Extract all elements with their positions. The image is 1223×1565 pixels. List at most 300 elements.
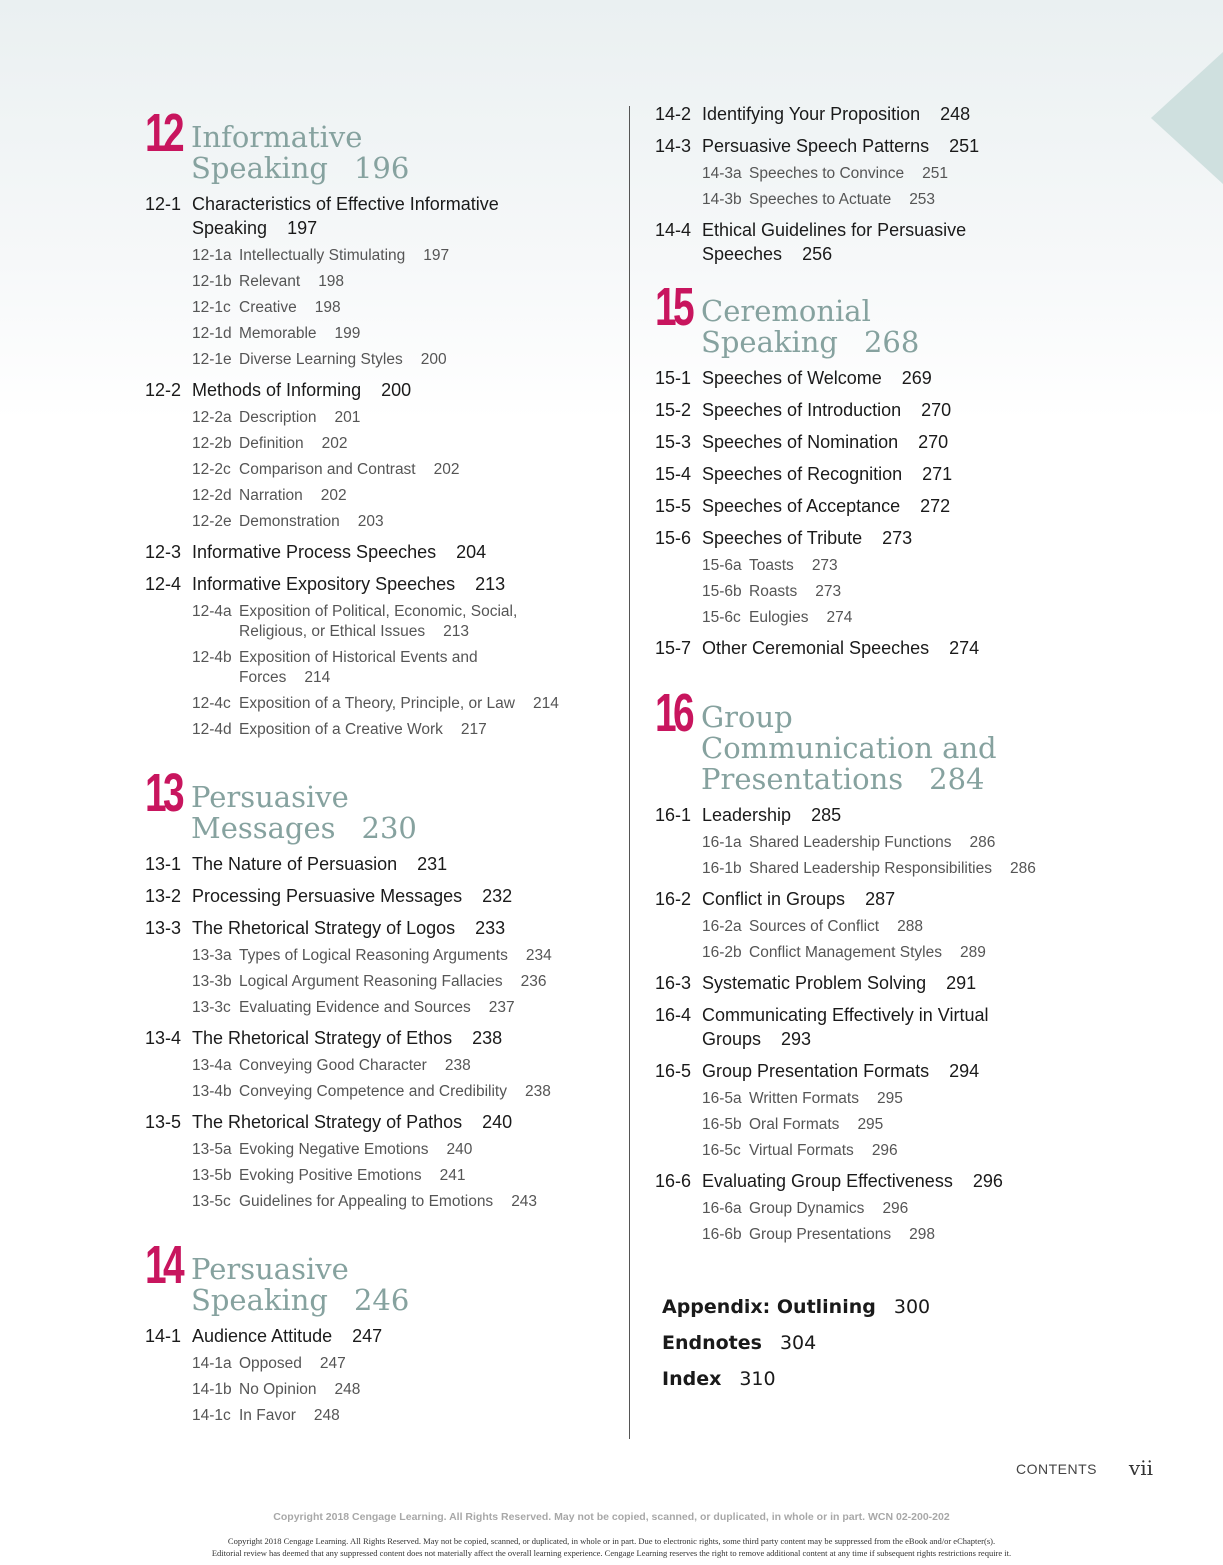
- chapter-page: 284: [929, 762, 985, 796]
- section-entry: [655, 1169, 1115, 1193]
- subsection-number: 14-3b: [702, 191, 742, 208]
- corner-decoration: [1151, 52, 1223, 184]
- subsection-page: 203: [357, 513, 384, 530]
- subsection-title-wrap: [239, 1140, 472, 1160]
- subsection-page: 247: [319, 1355, 346, 1372]
- subsection-page: 234: [525, 947, 552, 964]
- subsection-title-wrap: [239, 460, 460, 480]
- chapter-title: Ceremonial Speaking: [701, 294, 871, 359]
- subsection-number: 16-1b: [702, 860, 742, 877]
- chapter-page: 246: [353, 1283, 410, 1317]
- chapter-page: 268: [863, 325, 920, 359]
- section-entry: [145, 192, 585, 240]
- footer-page-number: vii: [1128, 1456, 1153, 1480]
- subsection-entry: [655, 859, 1115, 879]
- subsection-title: Toasts: [749, 557, 794, 574]
- subsection-entry: [145, 298, 585, 318]
- section-title: Informative Process Speeches: [192, 542, 437, 562]
- section-entry: [145, 572, 585, 596]
- subsection-title-wrap: [749, 190, 935, 210]
- subsection-page: 288: [897, 918, 923, 935]
- section-title: Methods of Informing: [192, 380, 362, 400]
- toc-left-column: [145, 98, 585, 1426]
- subsection-number: 12-2c: [192, 461, 231, 478]
- section-number: 16-5: [655, 1061, 692, 1081]
- section-number: 12-1: [145, 194, 182, 214]
- section-title: Communicating Effectively in Virtual Groups: [702, 1005, 989, 1049]
- section-title: Conflict in Groups: [702, 889, 846, 909]
- subsection-title: Description: [239, 409, 317, 426]
- section-entry: [655, 430, 1115, 454]
- subsection-entry: [655, 190, 1115, 210]
- subsection-title-wrap: [749, 859, 1036, 879]
- subsection-page: 248: [334, 1381, 361, 1398]
- subsection-title-wrap: [749, 582, 841, 602]
- section-page: 232: [482, 886, 513, 906]
- section-title: The Nature of Persuasion: [192, 854, 398, 874]
- copyright-notice: Copyright 2018 Cengage Learning. All Rights Reserved. May not be copied, scanned, or duplicated, in whole or in part. WCN 02-200-202: [273, 1511, 950, 1523]
- subsection-entry: [145, 460, 585, 480]
- subsection-title: Virtual Formats: [749, 1142, 854, 1159]
- chapter-sections: [145, 852, 585, 1212]
- subsection-number: 13-5c: [192, 1193, 231, 1210]
- section-title: Processing Persuasive Messages: [192, 886, 463, 906]
- subsection-title: Conveying Good Character: [239, 1057, 427, 1074]
- subsection-number: 13-4b: [192, 1083, 232, 1100]
- section-page: 270: [921, 400, 952, 420]
- subsection-page: 236: [520, 973, 547, 990]
- subsection-title: Logical Argument Reasoning Fallacies: [239, 973, 503, 990]
- subsection-title-wrap: [239, 350, 447, 370]
- subsection-entry: [655, 556, 1115, 576]
- section-page: 256: [802, 244, 833, 264]
- section-title: Characteristics of Effective Informative Speaking: [192, 194, 499, 238]
- section-title: Speeches of Recognition: [702, 464, 903, 484]
- section-page: 231: [417, 854, 448, 874]
- chapter-title-wrap: [191, 122, 521, 184]
- subsection-title: Sources of Conflict: [749, 918, 880, 935]
- subsection-title-wrap: [239, 434, 348, 454]
- chapter-number: 15: [655, 277, 692, 337]
- section-title: Evaluating Group Effectiveness: [702, 1171, 953, 1191]
- subsection-title: Creative: [239, 299, 297, 316]
- chapter-title-wrap: [701, 296, 1031, 358]
- section-entry: [145, 916, 585, 940]
- section-entry: [655, 526, 1115, 550]
- subsection-title-wrap: [749, 1115, 883, 1135]
- subsection-title-wrap: [749, 164, 948, 184]
- subsection-number: 16-5b: [702, 1116, 742, 1133]
- subsection-entry: [145, 1082, 585, 1102]
- section-number: 14-1: [145, 1326, 182, 1346]
- section-entry: [145, 1324, 585, 1348]
- subsection-page: 286: [1009, 860, 1036, 877]
- subsection-title: Speeches to Convince: [749, 165, 905, 182]
- footer-section-label: CONTENTS: [1016, 1461, 1097, 1477]
- subsection-number: 13-3a: [192, 947, 232, 964]
- subsection-entry: [145, 324, 585, 344]
- subsection-number: 13-3b: [192, 973, 232, 990]
- subsection-entry: [655, 1141, 1115, 1161]
- subsection-entry: [145, 1406, 585, 1426]
- section-title-wrap: [192, 916, 505, 940]
- section-entry: [655, 398, 1115, 422]
- subsection-number: 13-5b: [192, 1167, 232, 1184]
- chapter-title-wrap: [191, 782, 521, 844]
- subsection-title: Evoking Negative Emotions: [239, 1141, 429, 1158]
- chapter-heading: [145, 103, 585, 185]
- subsection-title-wrap: [749, 556, 838, 576]
- chapter-heading: [145, 1235, 585, 1317]
- subsection-title: Evoking Positive Emotions: [239, 1167, 422, 1184]
- subsection-title-wrap: [239, 1166, 466, 1186]
- toc-right-column: [655, 98, 1115, 1397]
- subsection-number: 16-5c: [702, 1142, 741, 1159]
- chapter-sections: [655, 803, 1115, 1245]
- section-entry: [655, 218, 1115, 266]
- subsection-title-wrap: [239, 298, 341, 318]
- subsection-title-wrap: [239, 324, 360, 344]
- section-page: 271: [922, 464, 953, 484]
- subsection-number: 15-6c: [702, 609, 741, 626]
- section-page: 296: [972, 1171, 1003, 1191]
- section-page: 294: [949, 1061, 980, 1081]
- section-title-wrap: [192, 1026, 502, 1050]
- subsection-title-wrap: [239, 1354, 346, 1374]
- subsection-number: 14-1a: [192, 1355, 232, 1372]
- chapter-block: [145, 763, 585, 1212]
- subsection-number: 13-5a: [192, 1141, 232, 1158]
- subsection-page: 240: [446, 1141, 473, 1158]
- subsection-title: Shared Leadership Responsibilities: [749, 860, 992, 877]
- chapter-heading: [655, 683, 1115, 796]
- subsection-entry: [145, 1354, 585, 1374]
- section-entry: [655, 971, 1115, 995]
- section-page: 293: [781, 1029, 812, 1049]
- section-page: 247: [352, 1326, 383, 1346]
- section-title: Systematic Problem Solving: [702, 973, 927, 993]
- section-entry: [145, 540, 585, 564]
- subsection-page: 214: [304, 669, 331, 686]
- subsection-number: 16-6b: [702, 1226, 742, 1243]
- subsection-number: 12-1d: [192, 325, 232, 342]
- subsection-number: 12-2b: [192, 435, 232, 452]
- chapter-block: [145, 103, 585, 740]
- subsection-title-wrap: [749, 608, 852, 628]
- section-entry: [655, 1059, 1115, 1083]
- subsection-number: 14-1c: [192, 1407, 231, 1424]
- section-title: Persuasive Speech Patterns: [702, 136, 930, 156]
- subsection-number: 12-1b: [192, 273, 232, 290]
- subsection-page: 197: [423, 247, 450, 264]
- chapter-heading: [655, 277, 1115, 359]
- subsection-title-wrap: [749, 917, 923, 937]
- chapter-sections: [145, 192, 585, 740]
- subsection-title-wrap: [749, 943, 986, 963]
- subsection-title-wrap: [239, 486, 347, 506]
- subsection-page: 243: [511, 1193, 538, 1210]
- section-title-wrap: [702, 102, 970, 126]
- back-matter: [655, 1289, 1115, 1397]
- chapter-block: [655, 683, 1115, 1245]
- subsection-title-wrap: [239, 694, 559, 714]
- section-entry: [145, 852, 585, 876]
- subsection-title: Conflict Management Styles: [749, 944, 942, 961]
- subsection-title-wrap: [239, 512, 384, 532]
- subsection-entry: [145, 1380, 585, 1400]
- subsection-title-wrap: [239, 998, 515, 1018]
- section-title-wrap: [702, 1003, 1082, 1051]
- subsection-entry: [655, 1225, 1115, 1245]
- subsection-page: 198: [318, 273, 345, 290]
- section-number: 16-6: [655, 1171, 692, 1191]
- section-title: The Rhetorical Strategy of Logos: [192, 918, 456, 938]
- subsection-page: 295: [876, 1090, 903, 1107]
- section-title-wrap: [702, 462, 952, 486]
- subsection-entry: [145, 434, 585, 454]
- subsection-page: 273: [815, 583, 842, 600]
- section-title-wrap: [702, 134, 979, 158]
- section-entry: [145, 378, 585, 402]
- section-page: 204: [456, 542, 487, 562]
- subsection-page: 202: [321, 435, 348, 452]
- copyright-fineprint: [0, 1535, 1223, 1559]
- section-title-wrap: [192, 540, 486, 564]
- subsection-title-wrap: [239, 602, 569, 642]
- subsection-title-wrap: [749, 1141, 898, 1161]
- subsection-title: Exposition of Political, Economic, Social, Religious, or Ethical Issues: [239, 603, 518, 640]
- chapter-number: 12: [145, 103, 182, 163]
- subsection-entry: [145, 1140, 585, 1160]
- subsection-entry: [655, 1089, 1115, 1109]
- subsection-entry: [145, 272, 585, 292]
- subsection-title-wrap: [239, 1380, 360, 1400]
- section-number: 16-4: [655, 1005, 692, 1025]
- subsection-page: 202: [433, 461, 460, 478]
- section-entry: [145, 1110, 585, 1134]
- section-number: 13-1: [145, 854, 182, 874]
- subsection-title: Intellectually Stimulating: [239, 247, 406, 264]
- section-title: Speeches of Tribute: [702, 528, 863, 548]
- section-title-wrap: [192, 378, 411, 402]
- section-page: 270: [918, 432, 949, 452]
- subsection-title: Types of Logical Reasoning Arguments: [239, 947, 508, 964]
- subsection-title: Comparison and Contrast: [239, 461, 416, 478]
- chapter-title-wrap: [191, 1254, 521, 1316]
- section-title-wrap: [192, 884, 512, 908]
- subsection-title: Roasts: [749, 583, 798, 600]
- section-number: 12-4: [145, 574, 182, 594]
- subsection-page: 201: [334, 409, 361, 426]
- subsection-entry: [655, 917, 1115, 937]
- section-number: 15-7: [655, 638, 692, 658]
- subsection-number: 12-1c: [192, 299, 231, 316]
- subsection-title-wrap: [239, 408, 360, 428]
- back-matter-title: Endnotes: [662, 1332, 762, 1354]
- subsection-page: 296: [871, 1142, 898, 1159]
- subsection-entry: [655, 164, 1115, 184]
- subsection-number: 12-4d: [192, 721, 232, 738]
- section-title-wrap: [702, 366, 932, 390]
- section-title-wrap: [702, 1059, 979, 1083]
- back-matter-entry: [662, 1325, 1115, 1361]
- section-title: Audience Attitude: [192, 1326, 333, 1346]
- subsection-title: Shared Leadership Functions: [749, 834, 952, 851]
- subsection-page: 200: [420, 351, 447, 368]
- chapter-number: 16: [655, 683, 692, 743]
- subsection-number: 16-2b: [702, 944, 742, 961]
- subsection-number: 15-6a: [702, 557, 742, 574]
- subsection-entry: [145, 946, 585, 966]
- section-title: Speeches of Introduction: [702, 400, 902, 420]
- section-page: 240: [482, 1112, 513, 1132]
- section-page: 233: [475, 918, 506, 938]
- subsection-number: 12-2d: [192, 487, 232, 504]
- subsection-title: Speeches to Actuate: [749, 191, 892, 208]
- subsection-page: 241: [439, 1167, 466, 1184]
- subsection-number: 12-4c: [192, 695, 231, 712]
- section-title: The Rhetorical Strategy of Pathos: [192, 1112, 463, 1132]
- subsection-page: 289: [959, 944, 986, 961]
- section-number: 13-5: [145, 1112, 182, 1132]
- section-entry: [655, 887, 1115, 911]
- section-entry: [655, 366, 1115, 390]
- back-matter-page: 304: [779, 1332, 817, 1354]
- subsection-entry: [145, 1192, 585, 1212]
- chapter-number: 14: [145, 1235, 182, 1295]
- section-title: Speeches of Welcome: [702, 368, 882, 388]
- subsection-page: 286: [969, 834, 996, 851]
- section-title-wrap: [192, 572, 505, 596]
- chapter-sections: [655, 366, 1115, 660]
- section-number: 12-3: [145, 542, 182, 562]
- chapter-sections: [145, 1324, 585, 1426]
- subsection-number: 12-4b: [192, 649, 232, 666]
- subsection-title-wrap: [239, 720, 487, 740]
- subsection-page: 217: [460, 721, 487, 738]
- subsection-title: Relevant: [239, 273, 301, 290]
- subsection-number: 15-6b: [702, 583, 742, 600]
- back-matter-entry: [662, 1289, 1115, 1325]
- subsection-title: Group Dynamics: [749, 1200, 865, 1217]
- subsection-page: 198: [314, 299, 341, 316]
- subsection-page: 295: [857, 1116, 884, 1133]
- section-title-wrap: [702, 398, 951, 422]
- section-entry: [655, 102, 1115, 126]
- section-number: 15-2: [655, 400, 692, 420]
- back-matter-page: 300: [893, 1296, 931, 1318]
- section-title-wrap: [192, 852, 447, 876]
- section-entry: [655, 1003, 1115, 1051]
- section-number: 13-2: [145, 886, 182, 906]
- subsection-page: 273: [811, 557, 838, 574]
- chapter-title: Group Communication and Presentations: [701, 700, 997, 796]
- subsection-entry: [145, 694, 585, 714]
- section-page: 274: [949, 638, 980, 658]
- section-number: 16-3: [655, 973, 692, 993]
- subsection-entry: [145, 998, 585, 1018]
- subsection-page: 214: [532, 695, 559, 712]
- subsection-entry: [145, 408, 585, 428]
- chapter-page: 196: [353, 151, 410, 185]
- copyright-line-3: Editorial review has deemed that any suppressed content does not materially affect the overall learning experience. Cengage Learning reserves the right to remove additional content at any time if subsequent rights restrictions require it.: [211, 1548, 1012, 1558]
- subsection-entry: [145, 1166, 585, 1186]
- subsection-title-wrap: [749, 1225, 935, 1245]
- section-number: 15-1: [655, 368, 692, 388]
- section-title: Leadership: [702, 805, 792, 825]
- subsection-title: Written Formats: [749, 1090, 859, 1107]
- subsection-page: 248: [313, 1407, 340, 1424]
- subsection-number: 13-3c: [192, 999, 231, 1016]
- subsection-page: 274: [826, 609, 853, 626]
- subsection-entry: [145, 512, 585, 532]
- back-matter-title: Index: [662, 1368, 722, 1390]
- subsection-page: 199: [334, 325, 361, 342]
- section-entry: [655, 462, 1115, 486]
- subsection-page: 237: [488, 999, 515, 1016]
- subsection-title-wrap: [239, 1056, 471, 1076]
- subsection-title: Demonstration: [239, 513, 340, 530]
- subsection-title: Exposition of Historical Events and Forces: [239, 649, 478, 686]
- section-page: 285: [811, 805, 842, 825]
- subsection-title: In Favor: [239, 1407, 296, 1424]
- section-page: 200: [381, 380, 412, 400]
- chapter-title-wrap: [701, 702, 1031, 795]
- section-number: 13-4: [145, 1028, 182, 1048]
- subsection-title-wrap: [239, 1406, 340, 1426]
- subsection-title: Opposed: [239, 1355, 302, 1372]
- subsection-entry: [655, 833, 1115, 853]
- subsection-entry: [145, 972, 585, 992]
- section-title-wrap: [192, 1110, 512, 1134]
- subsection-title: Guidelines for Appealing to Emotions: [239, 1193, 494, 1210]
- section-title: Informative Expository Speeches: [192, 574, 456, 594]
- section-entry: [655, 494, 1115, 518]
- continued-sections: [655, 102, 1115, 266]
- section-number: 15-3: [655, 432, 692, 452]
- section-title-wrap: [702, 526, 912, 550]
- section-number: 14-4: [655, 220, 692, 240]
- subsection-entry: [145, 720, 585, 740]
- subsection-page: 238: [444, 1057, 471, 1074]
- subsection-title: Narration: [239, 487, 303, 504]
- back-matter-entry: [662, 1361, 1115, 1397]
- subsection-title: Exposition of a Theory, Principle, or Law: [239, 695, 515, 712]
- section-number: 13-3: [145, 918, 182, 938]
- subsection-number: 12-2e: [192, 513, 232, 530]
- subsection-title-wrap: [239, 272, 344, 292]
- subsection-number: 16-1a: [702, 834, 742, 851]
- subsection-number: 16-2a: [702, 918, 742, 935]
- subsection-title-wrap: [239, 972, 547, 992]
- subsection-page: 251: [922, 165, 948, 182]
- section-page: 291: [946, 973, 977, 993]
- subsection-number: 13-4a: [192, 1057, 232, 1074]
- section-page: 272: [920, 496, 951, 516]
- subsection-page: 298: [909, 1226, 936, 1243]
- subsection-number: 14-3a: [702, 165, 742, 182]
- section-page: 287: [865, 889, 896, 909]
- subsection-page: 202: [320, 487, 347, 504]
- subsection-entry: [145, 1056, 585, 1076]
- subsection-title-wrap: [749, 1199, 908, 1219]
- section-page: 269: [901, 368, 932, 388]
- subsection-title: Diverse Learning Styles: [239, 351, 403, 368]
- section-entry: [655, 636, 1115, 660]
- subsection-page: 296: [882, 1200, 909, 1217]
- subsection-entry: [145, 486, 585, 506]
- section-number: 15-5: [655, 496, 692, 516]
